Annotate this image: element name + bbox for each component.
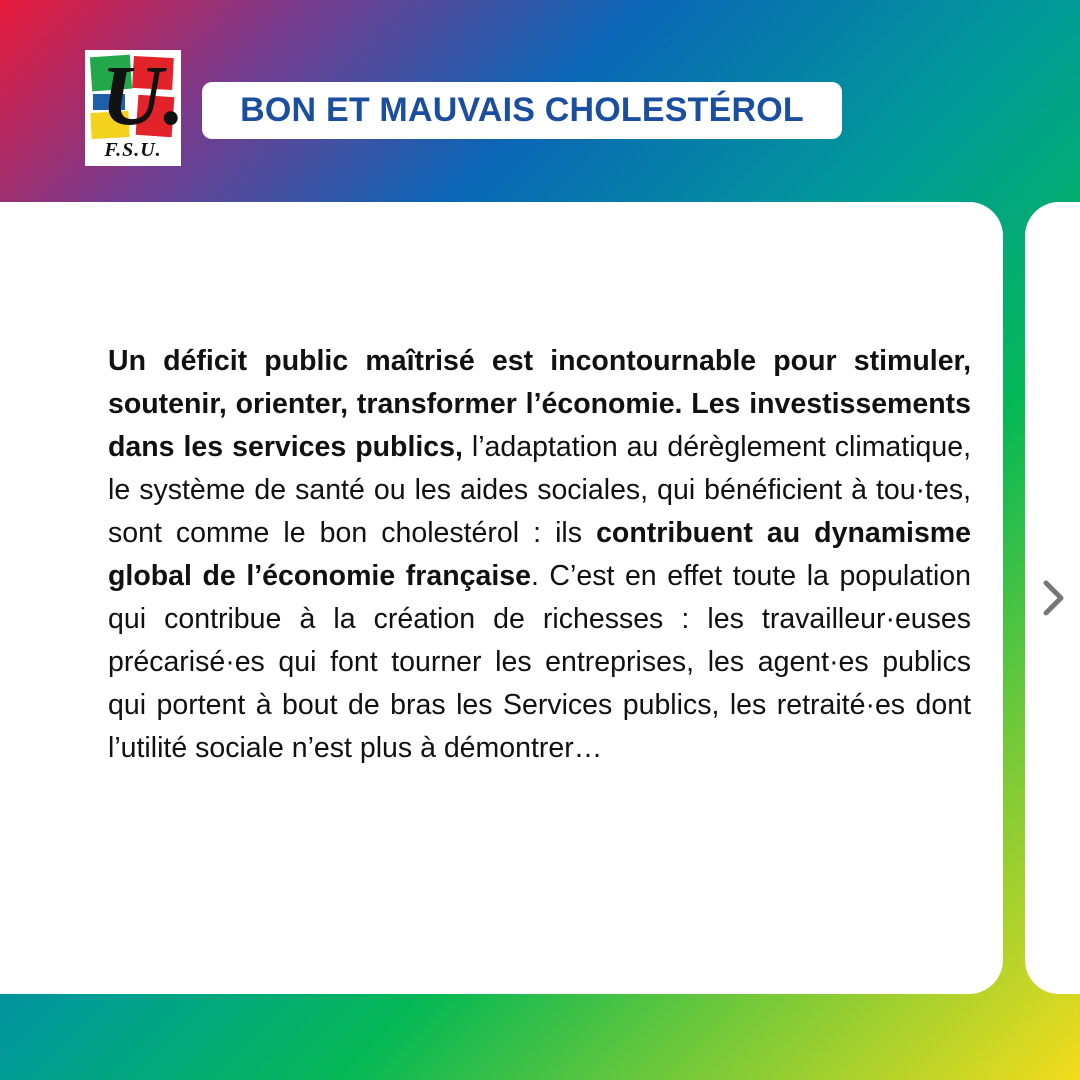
body-bold-intro: Un déficit public maîtrisé est incontournable pour stimuler, soutenir, orienter, transformer l’économie. Les investissements dans les services publics, (108, 345, 971, 463)
page-title: BON ET MAUVAIS CHOLESTÉROL (240, 91, 804, 129)
chevron-right-icon[interactable] (1034, 578, 1074, 618)
logo-caption: F.S.U. (104, 139, 162, 161)
fsu-logo (85, 47, 185, 166)
logo-letter: U. (101, 47, 185, 143)
body-text-part-2: l’adaptation au dérèglement climatique, le système de santé ou les aides sociales, qui bénéficient à tou·tes, sont comme le bon cholestérol : ils (108, 431, 971, 549)
title-banner (202, 82, 842, 139)
body-text-part-4: . C’est en effet toute la population qui contribue à la création de richesses : les travailleur·euses précarisé·es qui font tourner les entreprises, les agent·es publics qui portent à bout de bras les Services publics, les retraité·es dont l’utilité sociale n’est plus à démontrer… (108, 560, 971, 764)
body-bold-highlight: contribuent au dynamisme global de l’économie française (108, 517, 972, 592)
body-paragraph (108, 340, 971, 770)
